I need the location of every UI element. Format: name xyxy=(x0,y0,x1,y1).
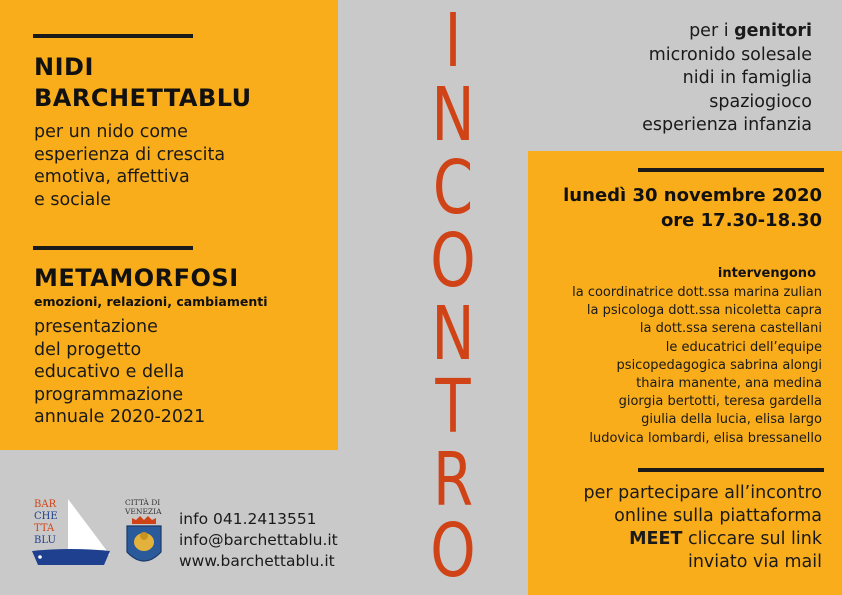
audience-item: nidi in famiglia xyxy=(682,68,812,88)
headline-letter: T xyxy=(435,364,471,450)
speaker-line: le educatrici dell’equipe xyxy=(665,339,822,355)
description-line: programmazione xyxy=(34,384,184,405)
logo-text: BLU xyxy=(34,535,56,546)
title-metamorfosi: METAMORFOSI xyxy=(34,264,239,292)
venezia-logo xyxy=(122,496,166,571)
contact-website[interactable]: www.barchettablu.it xyxy=(179,552,335,570)
event-date: lunedì 30 novembre 2020 xyxy=(563,185,822,206)
title-barchettablu: BARCHETTABLU xyxy=(34,84,252,112)
meet-label: MEET xyxy=(629,529,683,549)
speaker-line: la dott.ssa serena castellani xyxy=(639,321,822,337)
divider-top-left xyxy=(33,34,193,38)
cta-line: online sulla piattaforma xyxy=(614,506,822,526)
description-line: emotiva, affettiva xyxy=(34,167,190,187)
description-line: per un nido come xyxy=(34,122,188,142)
description-line: annuale 2020-2021 xyxy=(34,407,206,427)
speaker-line: psicopedagogica sabrina alongi xyxy=(616,357,822,373)
city-crest-icon xyxy=(122,496,166,571)
speaker-line: thaira manente, ana medina xyxy=(636,376,822,392)
description-line: educativo e della xyxy=(34,362,185,382)
audience-item: micronido solesale xyxy=(648,44,812,65)
speakers-heading: intervengono xyxy=(717,266,816,281)
cta-line: per partecipare all’incontro xyxy=(583,483,822,503)
speaker-line: giulia della lucia, elisa largo xyxy=(641,412,822,428)
title-nidi: NIDI xyxy=(34,53,94,81)
logo-text: BAR xyxy=(34,499,57,510)
headline-letter: N xyxy=(431,291,475,377)
crest-label: VENEZIA xyxy=(125,507,162,516)
contact-email[interactable]: info@barchettablu.it xyxy=(179,531,338,549)
description-line: del progetto xyxy=(34,339,142,360)
event-time: ore 17.30-18.30 xyxy=(660,210,822,231)
description-line: esperienza di crescita xyxy=(34,144,226,165)
divider-mid-left xyxy=(33,246,193,250)
headline-letter: N xyxy=(431,72,475,158)
description-line: presentazione xyxy=(34,317,158,337)
cta-line: inviato via mail xyxy=(687,552,822,572)
headline-letter: R xyxy=(432,437,474,523)
audience-genitori: genitori xyxy=(734,21,812,41)
headline-letter: I xyxy=(444,0,462,84)
audience-list xyxy=(642,20,812,138)
cta-line xyxy=(583,528,822,551)
divider-right-bottom xyxy=(638,468,824,472)
audience-prefix: per i xyxy=(689,21,735,41)
barchettablu-logo xyxy=(30,495,112,567)
headline-incontro xyxy=(413,0,493,595)
participation-info xyxy=(583,482,822,574)
logo-text: TTA xyxy=(34,523,55,534)
audience-item: esperienza infanzia xyxy=(642,115,812,135)
description-line: e sociale xyxy=(34,189,111,210)
speakers-list xyxy=(572,284,822,448)
speaker-line: giorgia bertotti, teresa gardella xyxy=(618,394,822,410)
logo-text: CHE xyxy=(34,511,58,522)
headline-letter: O xyxy=(430,508,476,594)
crest-label: CITTÀ DI xyxy=(125,498,161,507)
description-nidi xyxy=(34,121,225,211)
description-metamorfosi xyxy=(34,316,205,429)
speaker-line: la psicologa dott.ssa nicoletta capra xyxy=(586,303,822,319)
divider-right-top xyxy=(638,168,824,172)
speaker-line: la coordinatrice dott.ssa marina zulian xyxy=(572,285,822,300)
speaker-line: ludovica lombardi, elisa bressanello xyxy=(589,430,822,446)
subtitle-metamorfosi: emozioni, relazioni, cambiamenti xyxy=(34,294,268,309)
headline-letter: O xyxy=(430,218,476,304)
headline-letter: C xyxy=(432,145,474,231)
cta-line-rest: cliccare sul link xyxy=(682,529,822,549)
audience-heading xyxy=(642,20,812,44)
boat-logo-icon xyxy=(30,495,112,567)
audience-item: spaziogioco xyxy=(709,91,812,112)
contact-phone: info 041.2413551 xyxy=(179,510,317,528)
